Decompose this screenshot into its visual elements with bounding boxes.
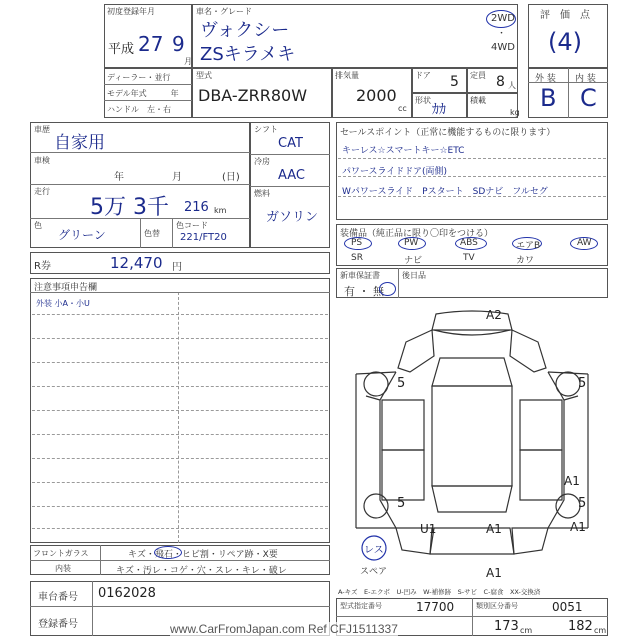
mark-5-front-left: 5 (397, 376, 406, 391)
equip-aw: AW (577, 238, 592, 248)
aircon-label: 冷房 (254, 157, 270, 166)
capacity-value: 8 (496, 74, 505, 90)
chassis-label: 車台番号 (38, 592, 78, 603)
aircon-value: AAC (278, 168, 305, 183)
class-label: 類別区分番号 (476, 602, 518, 610)
door-label: ドア (415, 71, 431, 80)
equip-leather: カワ (516, 256, 535, 266)
type-label: 型式 (196, 71, 212, 80)
mark-a1-rear: A1 (486, 522, 502, 536)
equip-ps: PS (351, 238, 363, 248)
mark-5-rear-right: 5 (578, 496, 587, 511)
dealer-label: ディーラー・並行 (107, 73, 171, 82)
class-value: 0051 (552, 600, 583, 614)
cert-value: 17700 (416, 600, 455, 614)
month-value: 9 (172, 32, 185, 56)
recycle-label: R券 (34, 261, 51, 272)
sales-points-label: セールスポイント（正常に機能するものに限ります） (340, 128, 556, 138)
int-grade: C (580, 84, 597, 112)
mark-5-rear-left: 5 (397, 496, 406, 511)
equip-abs: ABS (460, 238, 478, 248)
handle-label: ハンドル 左・右 (107, 105, 171, 114)
recycle-value: 12,470 (110, 254, 163, 272)
drive-dot: ・ (497, 29, 507, 39)
recycle-unit: 円 (172, 262, 182, 273)
inspection-day: (日) (222, 172, 240, 183)
first-registration-label: 初度登録年月 (107, 7, 155, 16)
mark-u1-left-lower: U1 (420, 522, 437, 536)
interior-label: 内装 (55, 564, 71, 573)
front-glass-value: キズ・飛石・ヒビ割・リペア跡・X要 (128, 550, 278, 560)
mark-5-front-right: 5 (578, 376, 587, 391)
equipment-label: 装備品（純正品に限り〇印をつける） (340, 229, 494, 239)
car-name-value: ヴォクシー (200, 20, 290, 41)
ext-grade: B (540, 84, 557, 112)
mileage-label: 走行 (34, 187, 50, 196)
equip-navi: ナビ (404, 256, 423, 266)
model-year-label: モデル年式 年 (107, 89, 179, 98)
front-glass-label: フロントガラス (33, 549, 89, 558)
era-value: 平成 (108, 42, 135, 57)
door-value: 5 (450, 74, 459, 90)
length-unit: cm (520, 626, 533, 635)
inspection-month: 月 (172, 172, 182, 183)
color-label: 色 (34, 221, 42, 230)
color-code: 221/FT20 (180, 232, 227, 243)
sales-point-line-2: パワースライドドア(両側) (342, 167, 448, 177)
drive-2wd: 2WD (491, 13, 515, 24)
equip-airbag: エアB (516, 241, 541, 251)
cc-unit: cc (398, 104, 407, 113)
spare-circle-text: レス (364, 545, 384, 556)
car-diagram (336, 300, 608, 582)
score-label: 評 価 点 (540, 10, 590, 21)
notes-line-1: 外装 小A・小U (36, 299, 90, 308)
ext-label: 外 装 (535, 74, 556, 84)
car-name-label: 車名・グレード (196, 7, 252, 16)
mileage-sub: 216 (184, 200, 209, 215)
shift-label: シフト (254, 125, 278, 134)
mark-a1-bottom: A1 (486, 566, 502, 580)
color-value: グリーン (58, 228, 106, 242)
kg-unit: kg (510, 108, 520, 117)
warranty-circle (379, 282, 396, 296)
inspection-year: 年 (114, 172, 124, 183)
grade-value: ZSキラメキ (200, 44, 296, 65)
record-label: 後日品 (402, 271, 426, 280)
color-code-label: 色コード (176, 221, 208, 230)
drive-4wd: 4WD (491, 42, 515, 53)
warranty-label: 新車保証書 (340, 271, 380, 280)
equip-sr: SR (351, 253, 363, 263)
warranty-value: 有 ・ 無 (344, 285, 384, 298)
mark-a1-right-side: A1 (564, 474, 580, 488)
equip-pw: PW (404, 238, 419, 248)
mileage-value: 5万 3千 (90, 195, 169, 220)
interior-value: キズ・汚レ・コゲ・穴・スレ・キレ・破レ (116, 566, 287, 576)
chassis-value: 0162028 (98, 586, 156, 601)
capacity-label: 定員 (470, 71, 486, 80)
fuel-label: 燃料 (254, 189, 270, 198)
month-unit: 月 (184, 57, 192, 66)
equip-tv: TV (463, 253, 475, 263)
load-label: 積載 (470, 96, 486, 105)
cert-label: 型式指定番号 (340, 602, 382, 610)
watermark: www.CarFromJapan.com Ref CFJ1511337 (170, 622, 398, 636)
notes-label: 注意事項申告欄 (34, 283, 98, 293)
shape-value: ｶｶ (432, 102, 446, 118)
displacement-label: 排気量 (335, 71, 359, 80)
shift-value: CAT (278, 136, 303, 151)
inspection-label: 車検 (34, 156, 50, 165)
sales-point-line-1: キーレス☆スマートキー☆ETC (342, 146, 465, 156)
type-value: DBA-ZRR80W (198, 86, 308, 105)
color-swap-label: 色替 (144, 229, 160, 238)
year-value: 27 (138, 32, 164, 56)
height-unit: cm (594, 626, 607, 635)
damage-legend: A-キズ E-エクボ U-凹み W-補修跡 S-サビ C-腐食 XX-交換済 (338, 588, 541, 596)
fuel-value: ガソリン (266, 210, 319, 225)
capacity-unit: 人 (508, 81, 516, 90)
height-value: 182 (568, 619, 593, 634)
length-value: 173 (494, 619, 519, 634)
shape-label: 形状 (415, 96, 431, 105)
mark-a2-top: A2 (486, 308, 502, 322)
score-value: (4) (548, 28, 582, 56)
glass-circle (154, 546, 182, 559)
usage-label: 車歴 (34, 125, 50, 134)
mark-a1-right-lower: A1 (570, 520, 586, 534)
int-label: 内 装 (575, 74, 596, 84)
spare-label: スペア (360, 567, 388, 577)
usage-value: 自家用 (54, 133, 105, 153)
sales-point-line-3: Wパワースライド Pスタート SDナビ フルセグ (342, 187, 548, 197)
displacement-value: 2000 (356, 86, 397, 105)
km-unit: km (214, 206, 227, 215)
reg-label: 登録番号 (38, 619, 78, 630)
